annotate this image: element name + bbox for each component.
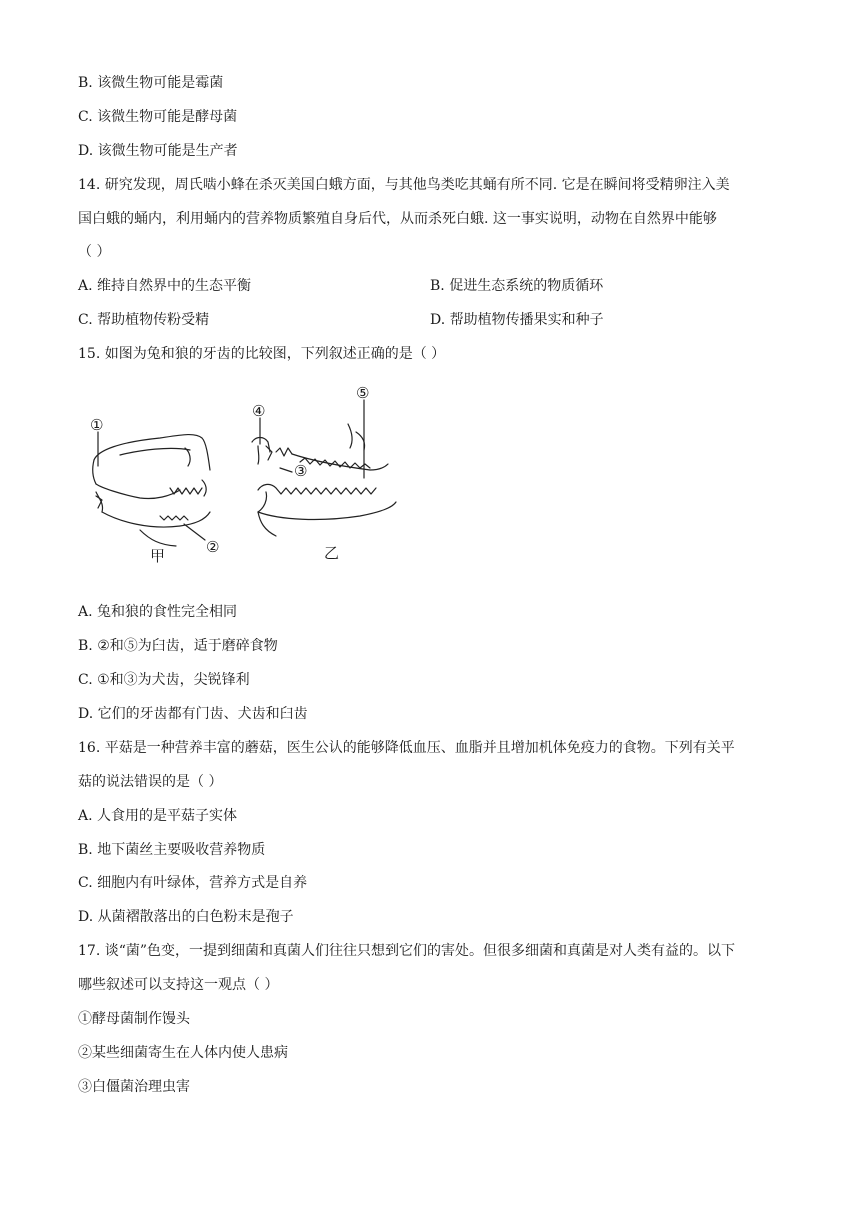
q15-option-c: C. ①和③为犬齿，尖锐锋利 xyxy=(78,672,250,688)
q15-option-a: A. 兔和狼的食性完全相同 xyxy=(78,604,238,620)
q14-option-a: A. 维持自然界中的生态平衡 xyxy=(78,278,252,294)
q14-stem-line2: 国白蛾的蛹内，利用蛹内的营养物质繁殖自身后代，从而杀死白蛾. 这一事实说明，动物在自然界中能够 xyxy=(78,211,717,227)
q16-option-b: B. 地下菌丝主要吸收营养物质 xyxy=(78,842,266,858)
q17-stem-line2: 哪些叙述可以支持这一观点（ ） xyxy=(78,977,279,993)
rabbit-skull-drawing xyxy=(93,435,210,546)
q14-option-b: B. 促进生态系统的物质循环 xyxy=(430,278,604,294)
marker-5: ⑤ xyxy=(356,384,370,402)
q16-option-a: A. 人食用的是平菇子实体 xyxy=(78,808,238,824)
q17-item-3: ③白僵菌治理虫害 xyxy=(78,1079,190,1095)
q16-option-c: C. 细胞内有叶绿体，营养方式是自养 xyxy=(78,875,308,891)
leader-line-2 xyxy=(184,524,205,540)
marker-3: ③ xyxy=(294,462,308,480)
wolf-skull-drawing xyxy=(252,424,396,536)
q14-stem-line1: 14. 研究发现，周氏啮小蜂在杀灭美国白蛾方面，与其他鸟类吃其蛹有所不同. 它是在瞬间将受精卵注入美 xyxy=(78,177,730,193)
q14-option-d: D. 帮助植物传播果实和种子 xyxy=(430,312,604,328)
marker-4: ④ xyxy=(252,402,266,420)
q14-option-c: C. 帮助植物传粉受精 xyxy=(78,312,210,328)
leader-line-3 xyxy=(280,468,292,472)
q14-stem-line3: （ ） xyxy=(78,244,111,260)
q13-option-b: B. 该微生物可能是霉菌 xyxy=(78,75,224,91)
q16-option-d: D. 从菌褶散落出的白色粉末是孢子 xyxy=(78,909,294,925)
q16-stem-line2: 菇的说法错误的是（ ） xyxy=(78,774,223,790)
q17-stem-line1: 17. 谈“菌”色变，一提到细菌和真菌人们往往只想到它们的害处。但很多细菌和真菌是对人类有益的。以下 xyxy=(78,943,736,959)
figure-label-yi: 乙 xyxy=(324,544,340,562)
marker-2: ② xyxy=(206,538,220,556)
q17-item-2: ②某些细菌寄生在人体内使人患病 xyxy=(78,1045,288,1061)
q13-option-c: C. 该微生物可能是酵母菌 xyxy=(78,109,238,125)
teeth-comparison-figure xyxy=(80,380,410,574)
q13-option-d: D. 该微生物可能是生产者 xyxy=(78,143,238,159)
q15-option-d: D. 它们的牙齿都有门齿、犬齿和臼齿 xyxy=(78,706,308,722)
figure-label-jia: 甲 xyxy=(150,547,166,565)
q16-stem-line1: 16. 平菇是一种营养丰富的蘑菇，医生公认的能够降低血压、血脂并且增加机体免疫力的食物。下列有关平 xyxy=(78,740,735,756)
q17-item-1: ①酵母菌制作馒头 xyxy=(78,1011,190,1027)
q15-option-b: B. ②和⑤为臼齿，适于磨碎食物 xyxy=(78,638,278,654)
q15-stem: 15. 如图为兔和狼的牙齿的比较图，下列叙述正确的是（ ） xyxy=(78,346,446,362)
teeth-drawings xyxy=(80,380,410,570)
marker-1: ① xyxy=(90,416,104,434)
